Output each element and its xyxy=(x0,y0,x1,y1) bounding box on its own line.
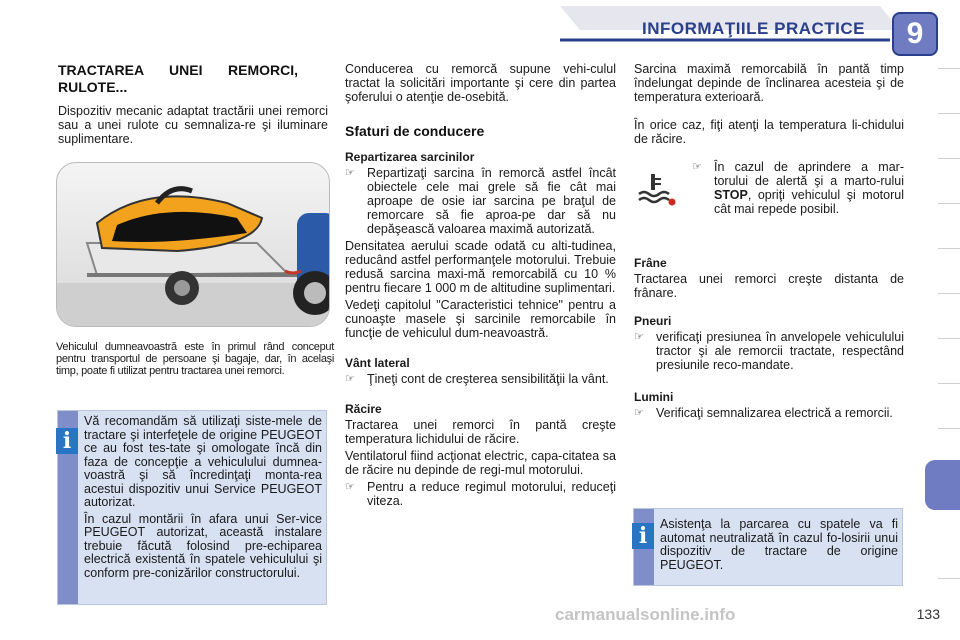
middle-column xyxy=(345,62,616,511)
lights-heading: Lumini xyxy=(634,390,674,404)
wind-bullet: ☞ Ţineţi cont de creşterea sensibilităţii la vânt. xyxy=(345,372,609,386)
cooling-text-2: Ventilatorul fiind acţionat electric, capa-citatea sa de răcire nu depinde de regi-mul motorului. xyxy=(345,449,616,477)
wind-heading: Vânt lateral xyxy=(345,356,410,370)
jetski-trailer-image xyxy=(57,163,330,327)
density-text: Densitatea aerului scade odată cu alti-tudinea, reducând astfel performanţele motorului. Trebuie redusă sarcina maxi-mă remorcabilă cu 10 % pentru fiecare 1 000 m de altitudine suplimentari. xyxy=(345,239,616,295)
right-text-1: Sarcina maximă remorcabilă în pantă timp îndelungat depinde de înclinarea acesteia şi de temperatura exterioară. xyxy=(634,62,904,104)
parking-info-text: Asistenţa la parcarea cu spatele va fi automat neutralizată în cazul fo-losirii unui dispozitiv de tractare de origine PEUGEOT. xyxy=(660,517,898,572)
intro-text: Dispozitiv mecanic adaptat tractării unei remorci sau a unei rulote cu semnaliza-re şi iluminare suplimentare. xyxy=(58,104,328,146)
hand-pointer-icon: ☞ xyxy=(634,331,644,343)
info-icon: i xyxy=(632,523,654,549)
section-title: INFORMAŢIILE PRACTICE xyxy=(642,19,865,38)
illustration-caption: Vehiculul dumneavoastră este în primul rând conceput pentru transportul de persoane şi bagaje, dar, în acelaşi timp, poate fi utilizat pentru tractarea unei remorci. xyxy=(56,341,334,377)
chapter-tab[interactable] xyxy=(938,578,960,623)
hand-pointer-icon: ☞ xyxy=(345,167,355,179)
trailer-illustration xyxy=(56,162,330,327)
stop-label: STOP xyxy=(714,188,748,202)
chapter-tab[interactable] xyxy=(938,383,960,428)
chapter-tab[interactable] xyxy=(938,293,960,338)
load-heading: Repartizarea sarcinilor xyxy=(345,150,475,164)
info-box-parking xyxy=(633,508,903,586)
hand-pointer-icon: ☞ xyxy=(692,161,702,173)
page-header xyxy=(0,0,960,52)
chapter-tab[interactable] xyxy=(938,338,960,383)
coolant-temperature-icon xyxy=(636,172,676,208)
section-heading: TRACTAREA UNEI REMORCI, RULOTE... xyxy=(58,62,298,95)
chapter-tab[interactable] xyxy=(938,248,960,293)
right-column xyxy=(634,62,904,423)
chapter-tab[interactable] xyxy=(938,68,960,113)
cooling-bullet: ☞ Pentru a reduce regimul motorului, reduceţi viteza. xyxy=(345,480,616,508)
watermark: carmanualsonline.info xyxy=(555,605,736,624)
right-text-2: În orice caz, fiţi atenţi la temperatura li-chidului de răcire. xyxy=(634,118,904,146)
warning-bullet: ☞ În cazul de aprindere a mar-torului de alertă şi a marto-rului STOP, opriţi vehiculul şi motorul cât mai repede posibil. xyxy=(692,160,904,216)
hand-pointer-icon: ☞ xyxy=(345,481,355,493)
page-number: 133 xyxy=(916,606,940,622)
hand-pointer-icon: ☞ xyxy=(634,407,644,419)
tyres-heading: Pneuri xyxy=(634,314,672,328)
tyres-bullet: ☞ verificaţi presiunea în anvelopele vehiculului tractor şi ale remorcii tractate, respectând presiunile reco-mandate. xyxy=(634,330,904,372)
brakes-heading: Frâne xyxy=(634,256,667,270)
middle-intro: Conducerea cu remorcă supune vehi-culul tractat la solicitări importante şi cere din partea şoferului o atenţie de-osebită. xyxy=(345,62,616,104)
brakes-text: Tractarea unei remorci creşte distanta de frânare. xyxy=(634,272,904,300)
driving-tips-heading: Sfaturi de conducere xyxy=(345,123,485,139)
load-bullet: ☞ Repartizaţi sarcina în remorcă astfel încât obiectele cele mai grele să fie cât mai aproape de osie iar sarcina pe braţul de remorcare să fie aproa-pe dar să nu depăşească valoarea maximă autorizată. xyxy=(345,166,616,236)
lights-bullet: ☞ Verificaţi semnalizarea electrică a remorcii. xyxy=(634,406,893,420)
info-box-peugeot xyxy=(57,410,327,605)
warning-block xyxy=(634,160,904,240)
info-icon: i xyxy=(56,428,78,454)
chapter-tab[interactable] xyxy=(938,113,960,158)
chapter-tab[interactable] xyxy=(938,203,960,248)
cooling-text-1: Tractarea unei remorci în pantă creşte temperatura lichidului de răcire. xyxy=(345,418,616,446)
chapter-tabs xyxy=(930,68,960,613)
info-text-1: Vă recomandăm să utilizaţi siste-mele de tractare şi interfeţele de origine PEUGEOT ce au fost tes-tate şi omologate încă din faza de concepţie a vehiculului dumnea-voastră şi să încredinţaţi monta-rea acestui dispozitiv unui Service PEUGEOT autorizat. xyxy=(84,414,322,509)
chapter-number-badge: 9 xyxy=(892,12,938,56)
chapter-tab-active[interactable] xyxy=(925,460,960,510)
left-column xyxy=(58,62,328,149)
chapter-tab[interactable] xyxy=(938,158,960,203)
hand-pointer-icon: ☞ xyxy=(345,373,355,385)
specs-text: Vedeţi capitolul "Caracteristici tehnice" pentru a cunoaşte masele şi sarcinile remorcabile în funcţie de vehiculul dum-neavoastră. xyxy=(345,298,616,340)
cooling-heading: Răcire xyxy=(345,402,382,416)
info-text-2: În cazul montării în afara unui Ser-vice PEUGEOT autorizat, această instalare trebuie făcută folosind pre-echiparea electrică existentă în spatele vehiculului şi conform pre-conizărilor constructorului. xyxy=(84,511,322,580)
